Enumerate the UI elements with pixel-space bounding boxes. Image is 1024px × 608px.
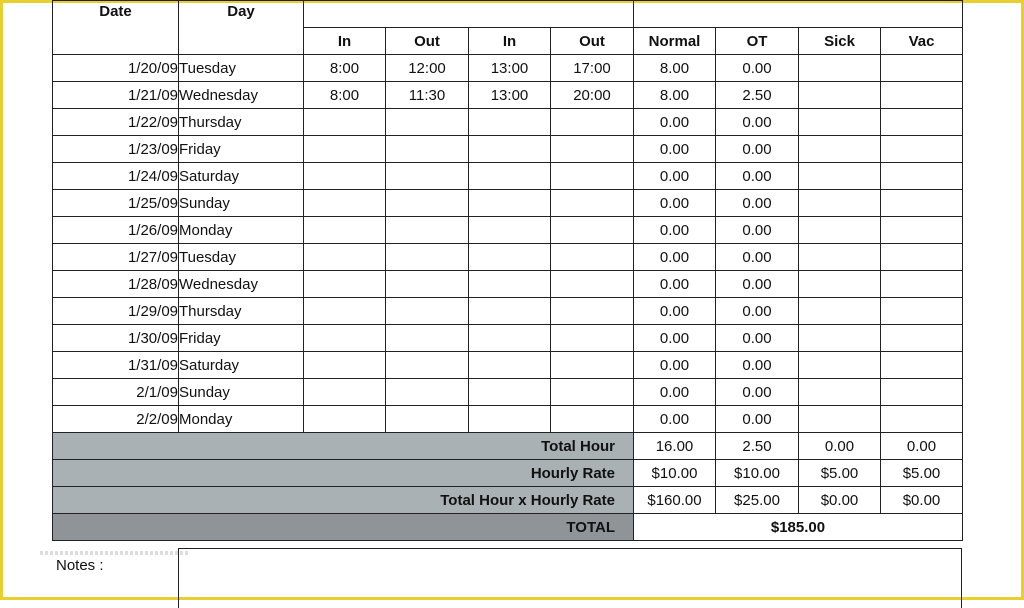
summary-cell-sick[interactable]: $5.00 xyxy=(799,460,881,487)
cell-normal[interactable]: 0.00 xyxy=(634,352,716,379)
cell-vac[interactable] xyxy=(881,55,963,82)
cell-sick[interactable] xyxy=(799,352,881,379)
cell-ot[interactable]: 0.00 xyxy=(716,163,799,190)
table-row xyxy=(53,325,963,352)
cell-date[interactable]: 1/29/09 xyxy=(53,298,179,325)
cell-date[interactable]: 1/26/09 xyxy=(53,217,179,244)
cell-ot[interactable]: 0.00 xyxy=(716,325,799,352)
cell-out-2[interactable] xyxy=(551,244,634,271)
cell-day[interactable]: Sunday xyxy=(179,379,304,406)
hours-group-header xyxy=(634,1,963,28)
cell-ot[interactable]: 0.00 xyxy=(716,406,799,433)
cell-ot[interactable]: 0.00 xyxy=(716,379,799,406)
cell-normal[interactable]: 0.00 xyxy=(634,271,716,298)
cell-vac[interactable] xyxy=(881,271,963,298)
cell-normal[interactable]: 0.00 xyxy=(634,244,716,271)
cell-vac[interactable] xyxy=(881,298,963,325)
faint-watermark-line xyxy=(40,551,190,555)
summary-row-hourly-rate xyxy=(53,460,963,487)
cell-out-2[interactable] xyxy=(551,271,634,298)
table-row xyxy=(53,163,963,190)
summary-cell-ot[interactable]: $25.00 xyxy=(716,487,799,514)
cell-in-2[interactable] xyxy=(469,379,551,406)
cell-normal[interactable]: 0.00 xyxy=(634,217,716,244)
col-header-in-1: In xyxy=(304,28,386,55)
table-row xyxy=(53,136,963,163)
table-row xyxy=(53,55,963,82)
cell-vac[interactable] xyxy=(881,82,963,109)
cell-normal[interactable]: 8.00 xyxy=(634,82,716,109)
cell-in-2[interactable] xyxy=(469,217,551,244)
cell-out-2[interactable]: 20:00 xyxy=(551,82,634,109)
cell-out-1[interactable] xyxy=(386,217,469,244)
cell-in-1[interactable] xyxy=(304,136,386,163)
cell-in-1[interactable] xyxy=(304,217,386,244)
cell-sick[interactable] xyxy=(799,406,881,433)
summary-section xyxy=(53,433,963,541)
cell-day[interactable]: Tuesday xyxy=(179,244,304,271)
cell-ot[interactable]: 0.00 xyxy=(716,136,799,163)
cell-vac[interactable] xyxy=(881,325,963,352)
cell-ot[interactable]: 0.00 xyxy=(716,217,799,244)
cell-in-1[interactable] xyxy=(304,271,386,298)
cell-out-1[interactable] xyxy=(386,325,469,352)
cell-sick[interactable] xyxy=(799,163,881,190)
table-row xyxy=(53,244,963,271)
cell-sick[interactable] xyxy=(799,109,881,136)
cell-in-2[interactable]: 13:00 xyxy=(469,82,551,109)
col-header-date: Date xyxy=(53,1,179,55)
cell-in-2[interactable] xyxy=(469,163,551,190)
summary-row-total-x-rate xyxy=(53,487,963,514)
cell-normal[interactable]: 0.00 xyxy=(634,406,716,433)
cell-day[interactable]: Wednesday xyxy=(179,82,304,109)
table-row xyxy=(53,190,963,217)
summary-cell-vac[interactable]: $5.00 xyxy=(881,460,963,487)
cell-out-1[interactable] xyxy=(386,298,469,325)
cell-out-2[interactable] xyxy=(551,190,634,217)
cell-ot[interactable]: 0.00 xyxy=(716,109,799,136)
cell-date[interactable]: 1/21/09 xyxy=(53,82,179,109)
cell-normal[interactable]: 0.00 xyxy=(634,379,716,406)
cell-in-2[interactable] xyxy=(469,325,551,352)
cell-date[interactable]: 2/2/09 xyxy=(53,406,179,433)
cell-date[interactable]: 1/28/09 xyxy=(53,271,179,298)
cell-sick[interactable] xyxy=(799,379,881,406)
cell-sick[interactable] xyxy=(799,217,881,244)
summary-cell-sick[interactable]: $0.00 xyxy=(799,487,881,514)
cell-sick[interactable] xyxy=(799,136,881,163)
cell-normal[interactable]: 8.00 xyxy=(634,55,716,82)
timesheet-table xyxy=(52,0,963,541)
cell-vac[interactable] xyxy=(881,217,963,244)
cell-in-2[interactable] xyxy=(469,406,551,433)
cell-in-1[interactable]: 8:00 xyxy=(304,55,386,82)
cell-day[interactable]: Wednesday xyxy=(179,271,304,298)
cell-out-1[interactable] xyxy=(386,163,469,190)
cell-vac[interactable] xyxy=(881,244,963,271)
cell-out-2[interactable] xyxy=(551,163,634,190)
table-row xyxy=(53,271,963,298)
cell-date[interactable]: 1/31/09 xyxy=(53,352,179,379)
col-header-out-2: Out xyxy=(551,28,634,55)
col-header-day: Day xyxy=(179,1,304,55)
cell-normal[interactable]: 0.00 xyxy=(634,325,716,352)
summary-row-total-hour xyxy=(53,433,963,460)
summary-cell-vac[interactable]: 0.00 xyxy=(881,433,963,460)
cell-out-2[interactable] xyxy=(551,136,634,163)
summary-cell-normal[interactable]: 16.00 xyxy=(634,433,716,460)
cell-sick[interactable] xyxy=(799,190,881,217)
cell-sick[interactable] xyxy=(799,298,881,325)
cell-in-2[interactable] xyxy=(469,244,551,271)
cell-ot[interactable]: 0.00 xyxy=(716,244,799,271)
col-header-ot: OT xyxy=(716,28,799,55)
cell-day[interactable]: Tuesday xyxy=(179,55,304,82)
cell-in-1[interactable] xyxy=(304,379,386,406)
time-group-header xyxy=(304,1,634,28)
cell-in-2[interactable] xyxy=(469,109,551,136)
cell-out-2[interactable] xyxy=(551,406,634,433)
cell-out-1[interactable]: 12:00 xyxy=(386,55,469,82)
col-header-normal: Normal xyxy=(634,28,716,55)
col-header-vac: Vac xyxy=(881,28,963,55)
cell-ot[interactable]: 0.00 xyxy=(716,190,799,217)
summary-cell-normal[interactable]: $10.00 xyxy=(634,460,716,487)
cell-day[interactable]: Sunday xyxy=(179,190,304,217)
cell-in-1[interactable] xyxy=(304,109,386,136)
table-row xyxy=(53,406,963,433)
cell-normal[interactable]: 0.00 xyxy=(634,109,716,136)
summary-row-total xyxy=(53,514,963,541)
cell-out-2[interactable]: 17:00 xyxy=(551,55,634,82)
cell-sick[interactable] xyxy=(799,271,881,298)
cell-ot[interactable]: 0.00 xyxy=(716,271,799,298)
cell-day[interactable]: Friday xyxy=(179,325,304,352)
cell-sick[interactable] xyxy=(799,244,881,271)
cell-normal[interactable]: 0.00 xyxy=(634,163,716,190)
cell-in-1[interactable] xyxy=(304,298,386,325)
table-row xyxy=(53,82,963,109)
cell-out-2[interactable] xyxy=(551,109,634,136)
cell-out-1[interactable] xyxy=(386,190,469,217)
cell-out-1[interactable] xyxy=(386,109,469,136)
cell-in-1[interactable]: 8:00 xyxy=(304,82,386,109)
cell-in-2[interactable] xyxy=(469,271,551,298)
cell-in-1[interactable] xyxy=(304,190,386,217)
timesheet xyxy=(52,0,963,541)
summary-label: Total Hour x Hourly Rate xyxy=(53,487,634,514)
cell-out-1[interactable] xyxy=(386,352,469,379)
cell-date[interactable]: 2/1/09 xyxy=(53,379,179,406)
cell-date[interactable]: 1/22/09 xyxy=(53,109,179,136)
cell-in-2[interactable]: 13:00 xyxy=(469,55,551,82)
col-header-sick: Sick xyxy=(799,28,881,55)
cell-in-1[interactable] xyxy=(304,406,386,433)
col-header-in-2: In xyxy=(469,28,551,55)
cell-normal[interactable]: 0.00 xyxy=(634,190,716,217)
cell-out-1[interactable] xyxy=(386,136,469,163)
timesheet-rows xyxy=(53,55,963,433)
cell-day[interactable]: Thursday xyxy=(179,109,304,136)
cell-sick[interactable] xyxy=(799,82,881,109)
cell-vac[interactable] xyxy=(881,190,963,217)
total-label: TOTAL xyxy=(53,514,634,541)
cell-vac[interactable] xyxy=(881,352,963,379)
cell-day[interactable]: Friday xyxy=(179,136,304,163)
cell-out-1[interactable] xyxy=(386,244,469,271)
col-header-out-1: Out xyxy=(386,28,469,55)
cell-out-2[interactable] xyxy=(551,379,634,406)
cell-vac[interactable] xyxy=(881,109,963,136)
summary-cell-vac[interactable]: $0.00 xyxy=(881,487,963,514)
cell-ot[interactable]: 0.00 xyxy=(716,352,799,379)
notes-label: Notes : xyxy=(56,557,104,574)
cell-day[interactable]: Monday xyxy=(179,217,304,244)
cell-sick[interactable] xyxy=(799,55,881,82)
cell-in-2[interactable] xyxy=(469,298,551,325)
cell-sick[interactable] xyxy=(799,325,881,352)
cell-out-2[interactable] xyxy=(551,352,634,379)
summary-label: Total Hour xyxy=(53,433,634,460)
cell-out-2[interactable] xyxy=(551,325,634,352)
cell-date[interactable]: 1/24/09 xyxy=(53,163,179,190)
cell-in-2[interactable] xyxy=(469,352,551,379)
cell-in-2[interactable] xyxy=(469,190,551,217)
cell-out-2[interactable] xyxy=(551,217,634,244)
table-row xyxy=(53,379,963,406)
cell-in-2[interactable] xyxy=(469,136,551,163)
cell-out-2[interactable] xyxy=(551,298,634,325)
grand-total-value[interactable]: $185.00 xyxy=(634,514,963,541)
cell-vac[interactable] xyxy=(881,163,963,190)
cell-out-1[interactable]: 11:30 xyxy=(386,82,469,109)
table-row xyxy=(53,217,963,244)
cell-ot[interactable]: 0.00 xyxy=(716,55,799,82)
cell-date[interactable]: 1/23/09 xyxy=(53,136,179,163)
summary-cell-ot[interactable]: 2.50 xyxy=(716,433,799,460)
cell-out-1[interactable] xyxy=(386,379,469,406)
cell-date[interactable]: 1/25/09 xyxy=(53,190,179,217)
cell-day[interactable]: Saturday xyxy=(179,352,304,379)
cell-date[interactable]: 1/27/09 xyxy=(53,244,179,271)
summary-cell-sick[interactable]: 0.00 xyxy=(799,433,881,460)
header-row-top xyxy=(53,1,963,28)
table-row xyxy=(53,109,963,136)
cell-in-1[interactable] xyxy=(304,244,386,271)
table-row xyxy=(53,352,963,379)
cell-day[interactable]: Thursday xyxy=(179,298,304,325)
cell-normal[interactable]: 0.00 xyxy=(634,298,716,325)
cell-date[interactable]: 1/20/09 xyxy=(53,55,179,82)
cell-out-1[interactable] xyxy=(386,271,469,298)
cell-date[interactable]: 1/30/09 xyxy=(53,325,179,352)
cell-in-1[interactable] xyxy=(304,163,386,190)
cell-day[interactable]: Monday xyxy=(179,406,304,433)
cell-ot[interactable]: 2.50 xyxy=(716,82,799,109)
cell-vac[interactable] xyxy=(881,379,963,406)
cell-vac[interactable] xyxy=(881,136,963,163)
summary-cell-normal[interactable]: $160.00 xyxy=(634,487,716,514)
cell-day[interactable]: Saturday xyxy=(179,163,304,190)
cell-vac[interactable] xyxy=(881,406,963,433)
cell-in-1[interactable] xyxy=(304,325,386,352)
table-row xyxy=(53,298,963,325)
summary-cell-ot[interactable]: $10.00 xyxy=(716,460,799,487)
cell-in-1[interactable] xyxy=(304,352,386,379)
summary-label: Hourly Rate xyxy=(53,460,634,487)
notes-field[interactable] xyxy=(178,548,962,608)
cell-out-1[interactable] xyxy=(386,406,469,433)
cell-ot[interactable]: 0.00 xyxy=(716,298,799,325)
cell-normal[interactable]: 0.00 xyxy=(634,136,716,163)
